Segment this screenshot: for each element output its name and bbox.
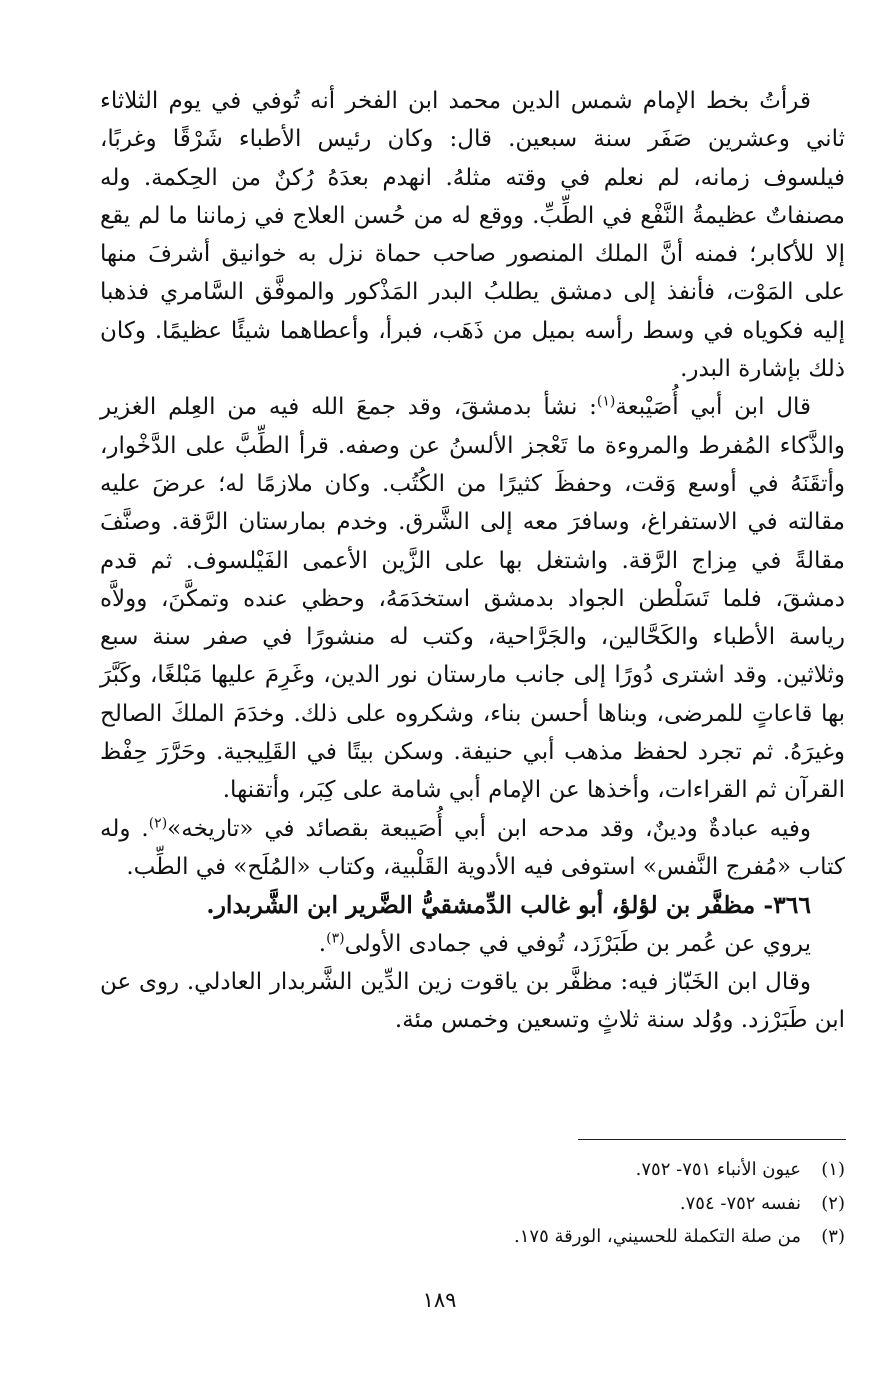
paragraph-3-body: . وله كتاب «مُفرج النَّفس» استوفى فيه الأدوية القَلْبية، وكتاب «المُلَح» في الطِّب. [100, 815, 845, 880]
footnote-2 [100, 1187, 845, 1221]
footnote-text: من صلة التكملة للحسيني، الورقة ١٧٥. [514, 1226, 801, 1247]
paragraph-3-lead: وفيه عبادةٌ ودينٌ، وقد مدحه ابن أبي أُصَيبعة بقصائد في «تاريخه» [167, 815, 811, 842]
footnotes [100, 1153, 845, 1254]
paragraph-4-tail: . [318, 930, 327, 957]
paragraph-3 [100, 810, 845, 887]
footnote-number: (٢) [821, 1192, 845, 1214]
paragraph-1: قرأتُ بخط الإمام شمس الدين محمد ابن الفخر أنه تُوفي في يوم الثلاثاء ثاني وعشرين صَفَر سنة سبعين. قال: وكان رئيس الأطباء شَرْقًا وغربًا، فيلسوف زمانه، لم نعلم في وقته مثلهُ. انهدم بعدَهُ رُكنٌ من الحِكمة. وله مصنفاتٌ عظيمةُ النَّفْع في الطِّبِّ. ووقع له من حُسن العلاج في زماننا ما لم يقع إلا للأكابر؛ فمنه أنَّ الملك المنصور صاحب حماة نزل به خوانيق أشرفَ منها على المَوْت، فأنفذ إلى دمشق يطلبُ البدر المَذْكور والموفَّق السَّامري فذهبا إليه فكوياه في وسط رأسه بميل من ذَهَب، فبرأ، وأعطاهما شيئًا عظيمًا. وكان ذلك بإشارة البدر. [100, 88, 845, 383]
paragraph-4 [100, 925, 845, 963]
footnote-number: (٣) [821, 1226, 845, 1247]
paragraph-4-lead: يروي عن عُمر بن طَبَرْزَد، تُوفي في جمادى الأولى [344, 930, 811, 957]
footnote-1 [100, 1153, 845, 1187]
footnote-ref-3: (٣) [326, 929, 345, 946]
footnote-number: (١) [821, 1159, 845, 1180]
footnote-ref-1: (١) [596, 393, 616, 410]
paragraph-2-body: : نشأ بدمشقَ، وقد جمعَ الله فيه من العِلم الغزير والذَّكاء المُفرط والمروءة ما تَعْجز الألسنُ عن وصفه. قرأ الطِّبَّ على الدَّخْوار، وأتقَنَهُ في أوسع وَقت، وحفظَ كثيرًا من الكُتُب. وكان ملازمًا له؛ عرضَ عليه مقالته في الاستفراغ، وسافرَ معه إلى الشَّرق. وخدم بمارستان الرَّقة. وصنَّفَ مقالةً في مِزاج الرَّقة. واشتغل بها على الزَّين الأعمى الفَيْلسوف. ثم قدم دمشقَ، فلما تَسَلْطن الجواد بدمشق استخدَمَهُ، وحظي عنده وتمكَّنَ، وولاَّه رياسة الأطباء والكَحَّالين، والجَرَّاحية، وكتب له منشورًا في صفر سنة سبع وثلاثين. وقد اشترى دُورًا إلى جانب مارستان نور الدين، وغَرِمَ عليها مَبْلغًا، وكَبَّرَ بها قاعاتٍ للمرضى، وبناها أحسن بناء، وشكروه على ذلك. وخدَمَ الملكَ الصالح وغيرَهُ. ثم تجرد لحفظ مذهب أبي حنيفة. وسكن بيتًا في القَلِيجية. وحَرَّرَ حِفْظ القرآن ثم القراءات، وأخذها عن الإمام أبي شامة على كِبَر، وأتقنها. [100, 394, 845, 804]
paragraph-2-lead: قال ابن أبي أُصَيْبعة [615, 394, 811, 421]
footnote-3 [100, 1220, 845, 1254]
footnote-text: نفسه ٧٥٢- ٧٥٤. [679, 1192, 801, 1214]
paragraph-5: وقال ابن الخَبّاز فيه: مظفَّر بن ياقوت زين الدِّين الشَّربدار العادلي. روى عن ابن طَبَرْزد. ووُلد سنة ثلاثٍ وتسعين وخمس مئة. [100, 968, 845, 1034]
footnote-text: عيون الأنباء ٧٥١- ٧٥٢. [635, 1159, 801, 1180]
footnote-divider [578, 1139, 846, 1140]
paragraph-2 [100, 388, 845, 809]
footnote-ref-2: (٢) [148, 814, 168, 831]
entry-heading: ٣٦٦- مظفَّر بن لؤلؤ، أبو غالب الدِّمشقيُّ الضَّرير ابن الشَّربدار. [206, 891, 811, 920]
page-number: ١٨٩ [422, 1288, 457, 1312]
main-text [100, 82, 845, 1039]
